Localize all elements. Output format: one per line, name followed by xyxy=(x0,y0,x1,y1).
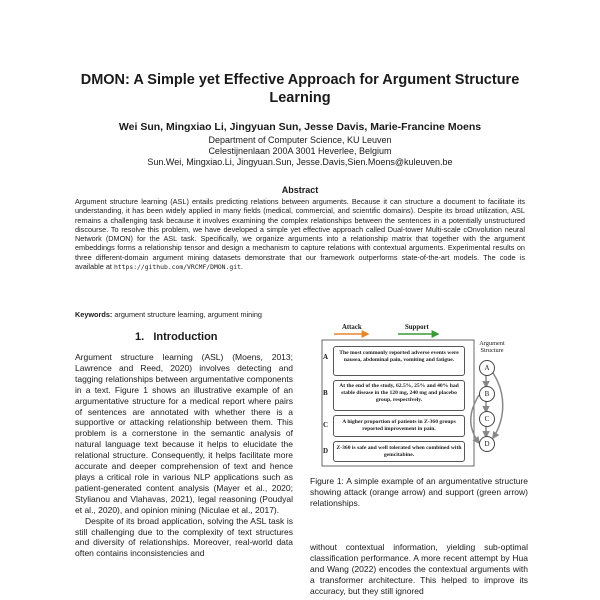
author-emails: Sun.Wei, Mingxiao.Li, Jingyuan.Sun, Jesse.Davis,Sien.Moens@kuleuven.be xyxy=(147,157,453,167)
abstract-end: . xyxy=(240,262,243,272)
section-number: 1. xyxy=(135,331,145,343)
keywords-text: argument structure learning, argument mining xyxy=(114,310,262,319)
box-letter-c: C xyxy=(323,421,329,429)
figure-caption: Figure 1: A simple example of an argumentative structure showing attack (orange arrow) and support (green arrow) relationships. xyxy=(310,476,528,508)
node-arrow-a-d xyxy=(493,373,503,438)
abstract-heading: Abstract xyxy=(281,185,319,195)
intro-paragraph-2: Despite of its broad application, solving the ASL task is still challenging due to the complexity of text structures and diversity of relationships. Moreover, real-world data often contains inconsistencies and xyxy=(75,515,293,559)
keywords xyxy=(75,310,525,319)
figure-1 xyxy=(310,323,530,473)
legend-support-label: Support xyxy=(405,324,429,331)
node-a: A xyxy=(479,360,495,376)
report-box-c: A higher proportion of patients in Z-360 groups reported improvement in pain. xyxy=(333,415,465,437)
abstract-body xyxy=(75,197,525,272)
paper-title: DMON: A Simple yet Effective Approach for Argument Structure Learning xyxy=(80,72,520,106)
box-letter-a: A xyxy=(323,353,329,361)
abstract-text: Argument structure learning (ASL) entails predicting relations between arguments. Because it can structure a document to facilitate its understanding, it has been widely applied in many fields (medical, commercial, and scientific domains). Despite its broad utilization, ASL remains a challenging task because it involves examining the complex relationships between the sentences in a potentially unstructured discourse. To resolve this problem, we have developed a simple yet effective approach called Dual-tower Multi-scale cOnvolution neural Network (DMON) for the ASL task. Specifically, we organize arguments into a relationship matrix that together with the argument embeddings forms a relationship tensor and design a mechanism to capture relations with contextual arguments. Experimental results on three different-domain argument mining datasets demonstrate that our framework outperforms state-of-the-art models. The code is available at xyxy=(75,197,525,272)
intro-paragraph-1: Argument structure learning (ASL) (Moens, 2013; Lawrence and Reed, 2020) involves detecting and tagging relationships between argumentative components in a text. Figure 1 shows an illustrative example of an argumentative structure for a medical report where pairs of sentences are annotated with whether there is a supportive or attacking relationship between them. This problem is a cornerstone in the semantic analysis of natural language text because it helps to elucidate the relational structure. Consequently, it helps facilitate more accurate and deeper comprehension of text and hence plays a critical role in various NLP applications such as patient-generated content analysis (Mayer et al., 2020; Stylianou and Vlahavas, 2021), legal reasoning (Poudyal et al., 2020), and opinion mining (Niculae et al., 2017). xyxy=(75,352,293,515)
code-url[interactable]: https://github.com/VRCMF/DMON.git xyxy=(113,263,241,272)
node-d: D xyxy=(479,436,495,452)
right-column-text: without contextual information, yielding sub-optimal classification performance. A more recent attempt by Hua and Wang (2022) encodes the contextual arguments with a transformer architecture. This helped to improve its accuracy, but they still ignored xyxy=(310,542,528,596)
left-column xyxy=(75,352,293,559)
report-box-a: The most commonly reported adverse events were nausea, abdominal pain, vomiting and fatigue. xyxy=(333,346,465,376)
section-heading xyxy=(135,331,218,343)
argument-structure-label: Argument Structure xyxy=(479,340,505,354)
node-b: B xyxy=(479,386,495,402)
box-letter-b: B xyxy=(323,389,328,397)
report-box-b: At the end of the study, 62.5%, 25% and 40% had stable disease in the 120 mg, 240 mg and placebo group, respectively. xyxy=(333,380,465,411)
section-title: Introduction xyxy=(153,331,218,343)
node-arrow-b-d xyxy=(471,395,479,443)
keywords-label: Keywords: xyxy=(75,310,113,319)
legend-attack-label: Attack xyxy=(342,324,362,331)
affiliation-address: Celestijnenlaan 200A 3001 Heverlee, Belgium xyxy=(208,146,392,156)
report-box-d: Z-360 is safe and well tolerated when combined with gemcitabine. xyxy=(333,441,465,462)
box-letter-d: D xyxy=(323,447,329,455)
affiliation-dept: Department of Computer Science, KU Leuven xyxy=(208,135,392,145)
author-list: Wei Sun, Mingxiao Li, Jingyuan Sun, Jesse Davis, Marie-Francine Moens xyxy=(118,121,482,133)
node-c: C xyxy=(479,411,495,427)
